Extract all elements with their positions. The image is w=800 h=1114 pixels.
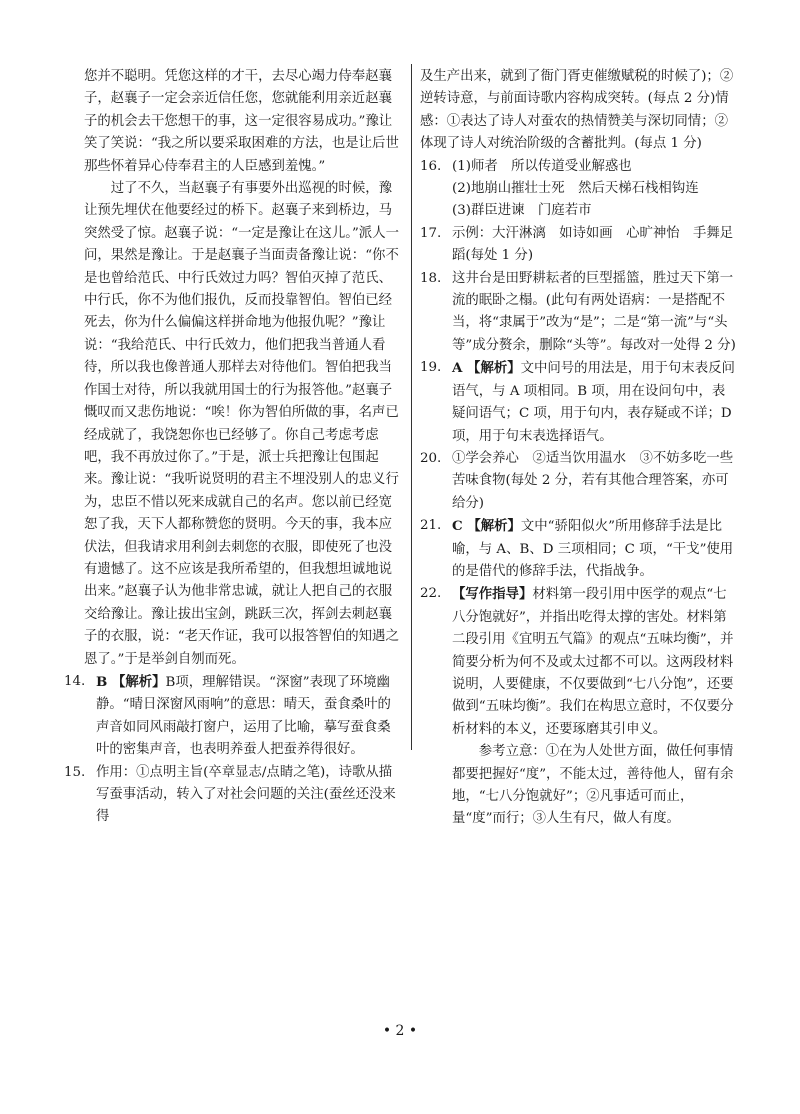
column-divider: [411, 64, 412, 750]
answer-item-20: [420, 448, 738, 515]
item-number: 21.: [420, 518, 442, 534]
answer-text: B项，理解错误。“深窗”表现了环境幽静。“晴日深窗风雨响”的意思：晴天，蚕食桑叶的声音如同风雨敲打窗户，运用了比喻，摹写蚕食桑叶的密集声音，也表明养蚕人把蚕养得很好。: [96, 674, 391, 758]
story-paragraph: 过了不久，当赵襄子有事要外出巡视的时候，豫让预先埋伏在他要经过的桥下。赵襄子来到桥边，马突然受了惊。赵襄子说：“一定是豫让在这儿。”派人一问，果然是豫让。于是赵襄子当面责备豫让说：“你不是也曾给范氏、中行氏效过力吗？智伯灭掉了范氏、中行氏，你不为他们报仇，反而投靠智伯。智伯已经死去，你为什么偏偏这样拼命地为他报仇呢？”豫让说：“我给范氏、中行氏效力，他们把我当普通人看待，所以我也像普通人那样去对待他们。智伯把我当作国士对待，所以我就用国士的行为报答他。”赵襄子慨叹而又悲伤地说：“唉！你为智伯所做的事，名声已经成就了，我饶恕你也已经够了。你自己考虑考虑吧，我不再放过你了。”于是，派士兵把豫让包围起来。豫让说：“我听说贤明的君主不埋没别人的忠义行为，忠臣不惜以死来成就自己的名声。您以前已经宽恕了我，天下人都称赞您的贤明。今天的事，我本应伏法，但我请求用利剑去刺您的衣服，即使死了也没有遗憾了。这不应该是我所希望的，但我想坦诚地说出来。”赵襄子认为他非常忠诚，就让人把自己的衣服交给豫让。豫让拔出宝剑，跳跃三次，挥剑去刺赵襄子的衣服，说：“老天作证，我可以报答智伯的知遇之恩了。”于是举剑自刎而死。: [84, 181, 399, 667]
answer-label: B 【解析】: [96, 673, 166, 690]
answer-item-19: [420, 357, 738, 448]
answer-text: 作用：①点明主旨(卒章显志/点睛之笔)，诗歌从描写蚕事活动，转入了对社会问题的关注(蚕丝还没来得: [96, 764, 396, 825]
right-column: [420, 66, 738, 831]
item-number: 14.: [64, 673, 86, 689]
answer-item-18: [420, 268, 738, 358]
answer-line: (2)地崩山摧壮士死 然后天梯石栈相钩连: [452, 181, 699, 197]
answer-item-17: [420, 223, 738, 268]
answer-item-16: [420, 156, 738, 223]
answer-item-15: [64, 762, 402, 829]
item-number: 22.: [420, 586, 442, 602]
answer-text: 示例：大汗淋漓 如诗如画 心旷神怡 手舞足蹈(每处 1 分): [452, 225, 734, 264]
item-number: 20.: [420, 450, 442, 466]
answer-text: ①学会养心 ②适当饮用温水 ③不妨多吃一些苦味食物(每处 2 分，若有其他合理答案，亦可给分): [452, 450, 734, 511]
story-paragraph: 您并不聪明。凭您这样的才干，去尽心竭力侍奉赵襄子，赵襄子一定会亲近信任您，您就能利用亲近赵襄子的机会去干您想干的事，这一定很容易成功。”豫让笑了笑说：“我之所以要采取困难的方法，也是让后世那些怀着异心侍奉君主的人臣感到羞愧。”: [84, 69, 399, 174]
page-number: • 2 •: [382, 1023, 418, 1039]
item-number: 18.: [420, 270, 442, 286]
reference-ideas: 参考立意：①在为人处世方面，做任何事情都要把握好“度”，不能太过，善待他人，留有余地，“七八分饱就好”；②凡事适可而止，量“度”而行；③人生有尺，做人有度。: [452, 744, 734, 827]
item-number: 17.: [420, 225, 442, 241]
answer-15-continuation: 及生产出来，就到了衙门胥吏催缴赋税的时候了)；②逆转诗意，与前面诗歌内容构成突转。(每点 2 分)情感：①表达了诗人对蚕农的热情赞美与深切同情；②体现了诗人对统治阶级的含蓄批判。(每点 1 分): [420, 69, 734, 152]
answer-text: 文中问号的用法是，用于句末表反问语气，与 A 项相同。B 项，用在设问句中，表疑问语气；C 项，用于句内，表存疑或不详；D 项，用于句末表选择语气。: [452, 361, 735, 444]
left-column: [64, 66, 402, 829]
answer-line: (1)师者 所以传道受业解惑也: [452, 158, 632, 174]
answer-item-22: [420, 583, 738, 830]
answer-item-14: [64, 671, 402, 762]
answer-label: A 【解析】: [452, 360, 521, 377]
answer-label: 【写作指导】: [452, 586, 533, 603]
item-number: 16.: [420, 158, 442, 174]
item-number: 19.: [420, 360, 442, 376]
answer-text: 文中“骄阳似火”所用修辞手法是比喻，与 A、B、D 三项相同；C 项，“干戈”使用的是借代的修辞手法，代指战争。: [452, 519, 734, 579]
item-number: 15.: [64, 764, 86, 780]
answer-text: 材料第一段引用中医学的观点“七八分饱就好”，并指出吃得太撑的害处。材料第二段引用《宜明五气篇》的观点“五味均衡”，并简要分析为何不及或太过都不可以。这两段材料说明，人要健康，不仅要做到“七八分饱”，还要做到“五味均衡”。我们在构思立意时，不仅要分析材料的本义，还要琢磨其引申义。: [452, 587, 734, 737]
answer-line: (3)群臣进谏 门庭若市: [452, 203, 592, 219]
answer-text: 这井台是田野耕耘者的巨型摇篮，胜过天下第一流的眠卧之榻。(此句有两处语病：一是搭配不当，将“隶属于”改为“是”；二是“第一流”与“头等”成分赘余，删除“头等”。每改对一处得 2 分): [452, 270, 736, 353]
answer-item-21: [420, 515, 738, 583]
answer-label: C 【解析】: [452, 518, 521, 535]
